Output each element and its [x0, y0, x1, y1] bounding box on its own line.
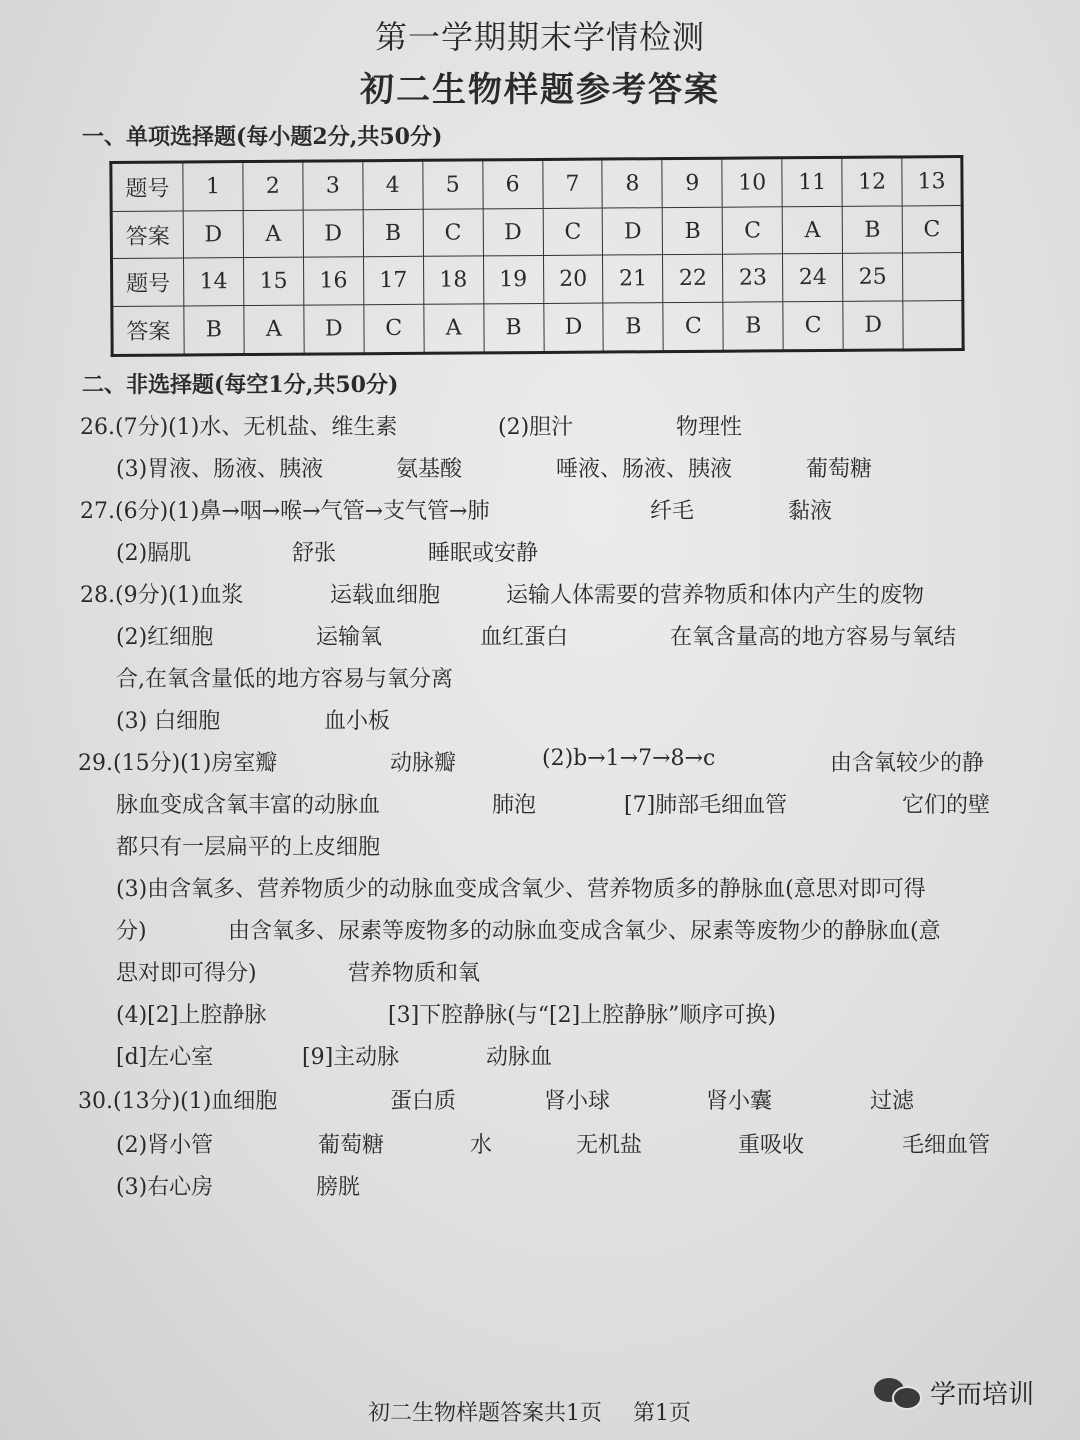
table-cell: 19	[483, 256, 543, 304]
answer-text: 由含氧多、尿素等废物多的动脉血变成含氧少、尿素等废物少的静脉血(意	[228, 919, 941, 944]
table-cell: 6	[482, 159, 542, 208]
table-row	[111, 206, 962, 259]
table-cell: B	[842, 206, 902, 254]
table-cell: 18	[423, 256, 483, 304]
answer-text: 29.(15分)(1)房室瓣	[78, 751, 278, 776]
table-cell: D	[304, 305, 364, 354]
table-cell: 22	[663, 255, 723, 303]
answer-text: (2)胆汁	[498, 415, 574, 440]
table-cell: 13	[902, 157, 962, 206]
table-cell: 20	[543, 256, 603, 304]
answer-text: 思对即可得分)	[116, 961, 257, 986]
answer-text: 纤毛	[650, 499, 695, 524]
answer-key-title: 初二生物样题参考答案	[360, 70, 720, 110]
answer-text: 唾液、肠液、胰液	[556, 457, 733, 482]
table-row-header: 答案	[111, 211, 183, 259]
answer-text: 它们的壁	[902, 793, 991, 818]
table-cell: D	[483, 208, 543, 256]
answer-text: 过滤	[870, 1089, 915, 1114]
answer-text: (3) 白细胞	[116, 709, 221, 734]
exam-title: 第一学期期末学情检测	[374, 18, 705, 56]
answer-text: 30.(13分)(1)血细胞	[78, 1089, 278, 1114]
answer-text: 合,在氧含量低的地方容易与氧分离	[116, 667, 453, 692]
page-footer	[368, 1396, 715, 1427]
answer-text: 27.(6分)(1)鼻→咽→喉→气管→支气管→肺	[80, 499, 490, 524]
answer-text: (4)[2]上腔静脉	[116, 1003, 267, 1028]
table-cell: 2	[243, 161, 303, 210]
answer-text: [7]肺部毛细血管	[624, 793, 788, 818]
answer-text: 无机盐	[576, 1133, 643, 1158]
table-cell: 1	[183, 162, 243, 211]
answer-text: (2)红细胞	[116, 625, 214, 650]
answer-text: 26.(7分)(1)水、无机盐、维生素	[80, 415, 398, 440]
table-row-header: 题号	[111, 162, 183, 211]
table-cell: B	[363, 209, 423, 257]
answer-text: 动脉瓣	[390, 751, 457, 776]
answer-text: (2)肾小管	[116, 1133, 214, 1158]
answer-text: 氨基酸	[396, 457, 463, 482]
table-cell: A	[782, 206, 842, 254]
table-cell: D	[603, 208, 663, 256]
answer-text: [d]左心室	[116, 1045, 214, 1070]
watermark-text: 学而培训	[930, 1380, 1035, 1410]
table-cell: 5	[423, 160, 483, 209]
table-cell: 9	[662, 158, 722, 207]
table-cell: 16	[303, 257, 363, 305]
table-cell	[903, 253, 963, 301]
answer-text: (2)膈肌	[116, 541, 192, 566]
answer-text: 运输氧	[316, 625, 383, 650]
answer-text: (3)胃液、肠液、胰液	[116, 457, 324, 482]
answer-text: 肺泡	[492, 793, 537, 818]
answer-text: [3]下腔静脉(与“[2]上腔静脉”顺序可换)	[388, 1003, 776, 1028]
table-cell: 23	[723, 254, 783, 302]
table-cell: B	[663, 207, 723, 255]
table-cell: 24	[783, 254, 843, 302]
answer-text: (3)由含氧多、营养物质少的动脉血变成含氧少、营养物质多的静脉血(意思对即可得	[116, 877, 926, 902]
answer-text: 都只有一层扁平的上皮细胞	[116, 835, 381, 860]
answer-text: [9]主动脉	[302, 1045, 400, 1070]
table-cell: 14	[184, 258, 244, 306]
table-cell: D	[543, 303, 603, 352]
answer-text: 肾小球	[544, 1089, 611, 1114]
table-cell: 3	[303, 161, 363, 210]
table-cell: 10	[722, 158, 782, 207]
answer-text: (2)b→1→7→8→c	[542, 746, 716, 771]
table-cell: 21	[603, 255, 663, 303]
section1-heading: 一、单项选择题(每小题2分,共50分)	[82, 124, 443, 150]
table-cell: 12	[842, 157, 902, 206]
answer-text: 膀胱	[316, 1175, 361, 1200]
answer-text: 物理性	[676, 415, 743, 440]
table-cell: B	[483, 303, 543, 352]
table-cell: A	[243, 210, 303, 258]
table-cell: C	[543, 208, 603, 256]
table-cell: 7	[542, 159, 602, 208]
table-cell: C	[902, 206, 962, 254]
answer-text: 运载血细胞	[330, 583, 441, 608]
footer-total-pages: 初二生物样题答案共1页	[368, 1401, 602, 1426]
wechat-icon	[874, 1376, 920, 1410]
answer-table	[109, 155, 964, 357]
section2-heading: 二、非选择题(每空1分,共50分)	[82, 372, 399, 398]
answer-text: 运输人体需要的营养物质和体内产生的废物	[506, 583, 925, 608]
answer-text: 分)	[116, 919, 147, 944]
table-cell: C	[783, 301, 843, 350]
table-row-header: 答案	[112, 306, 184, 356]
table-cell: D	[843, 301, 903, 350]
table-row	[112, 253, 963, 306]
answer-text: 重吸收	[738, 1133, 805, 1158]
table-cell: B	[184, 306, 244, 355]
answer-text: 血红蛋白	[480, 625, 569, 650]
table-cell: 17	[363, 257, 423, 305]
table-cell: B	[723, 302, 783, 351]
answer-text: 28.(9分)(1)血浆	[80, 583, 244, 608]
answer-text: 肾小囊	[706, 1089, 773, 1114]
table-row-header: 题号	[112, 258, 184, 306]
table-cell: 25	[843, 253, 903, 301]
table-cell: A	[244, 305, 304, 354]
answer-text: 蛋白质	[390, 1089, 457, 1114]
answer-text: 动脉血	[486, 1045, 553, 1070]
table-cell: C	[364, 304, 424, 353]
answer-text: 舒张	[292, 541, 337, 566]
answer-text: 脉血变成含氧丰富的动脉血	[116, 793, 381, 818]
table-cell: 15	[243, 258, 303, 306]
table-cell: C	[722, 207, 782, 255]
answer-text: 黏液	[788, 499, 833, 524]
footer-page-number: 第1页	[633, 1401, 691, 1426]
table-cell	[903, 301, 963, 350]
table-cell: C	[423, 209, 483, 257]
table-cell: C	[663, 302, 723, 351]
table-cell: 8	[602, 159, 662, 208]
table-row	[111, 157, 962, 212]
table-cell: B	[603, 303, 663, 352]
answer-text: 睡眠或安静	[428, 541, 539, 566]
answer-text: (3)右心房	[116, 1175, 214, 1200]
answer-text: 由含氧较少的静	[830, 751, 985, 776]
answer-text: 血小板	[324, 709, 391, 734]
answer-text: 营养物质和氧	[348, 961, 481, 986]
table-cell: 11	[782, 157, 842, 206]
table-row	[112, 301, 963, 356]
table-cell: 4	[363, 160, 423, 209]
table-cell: A	[424, 304, 484, 353]
answer-text: 水	[470, 1133, 493, 1158]
table-cell: D	[183, 211, 243, 259]
answer-text: 葡萄糖	[318, 1133, 385, 1158]
answer-text: 毛细血管	[902, 1133, 991, 1158]
table-cell: D	[303, 210, 363, 258]
answer-text: 在氧含量高的地方容易与氧结	[670, 625, 957, 650]
answer-text: 葡萄糖	[806, 457, 873, 482]
watermark	[874, 1374, 1034, 1411]
